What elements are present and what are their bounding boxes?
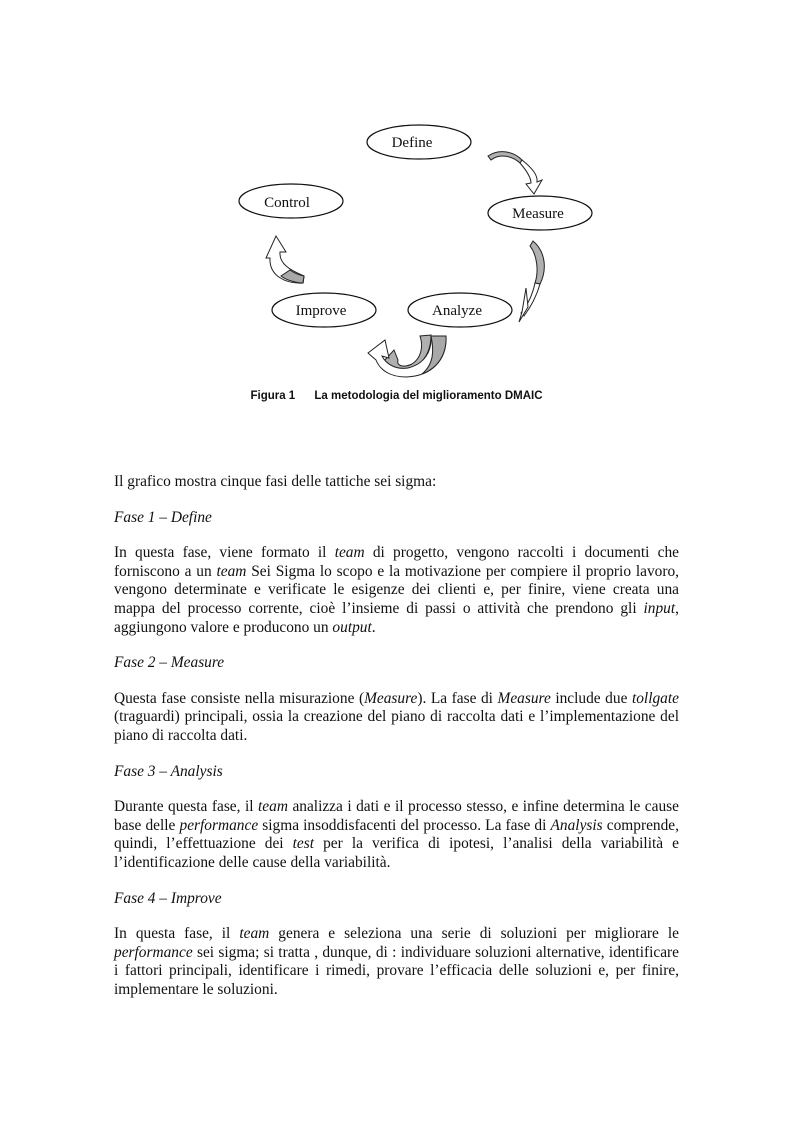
node-improve (272, 293, 376, 327)
node-improve-label: Improve (295, 303, 347, 319)
phase-4-paragraph: In questa fase, il team genera e seleziona una serie di soluzioni per migliorare le performance sei sigma; si tratta , dunque, di : individuare soluzioni alternative, identificare i fattori principali, identificare i rimedi, provare l’efficacia delle soluzioni e, per finire, implementare le soluzioni. (114, 925, 679, 998)
arrow-define-to-measure (488, 152, 542, 194)
arrow-analyze-to-improve (368, 335, 446, 378)
caption-title: La metodologia del miglioramento DMAIC (314, 390, 543, 402)
caption-number: Figura 1 (250, 390, 296, 402)
node-control (239, 184, 343, 218)
node-measure-label: Measure (512, 206, 564, 222)
figure-caption (0, 390, 793, 402)
phase-1-heading: Fase 1 – Define (114, 508, 212, 526)
node-control-label: Control (264, 195, 310, 211)
phase-3-heading: Fase 3 – Analysis (114, 762, 223, 780)
dmaic-cycle-diagram (0, 0, 793, 390)
node-analyze (408, 293, 512, 327)
intro-paragraph: Il grafico mostra cinque fasi delle tattiche sei sigma: (114, 473, 437, 490)
node-measure (488, 196, 592, 230)
phase-2-paragraph: Questa fase consiste nella misurazione (Measure). La fase di Measure include due tollgate (traguardi) principali, ossia la creazione del piano di raccolta dati e l’implementazione del piano di raccolta dati. (114, 689, 679, 744)
phase-2-heading: Fase 2 – Measure (114, 654, 225, 672)
node-define (367, 125, 471, 159)
arrow-measure-to-analyze (519, 241, 544, 322)
node-define-label: Define (391, 135, 433, 151)
phase-4-heading: Fase 4 – Improve (114, 889, 222, 907)
node-analyze-label: Analyze (432, 303, 482, 319)
body-text (114, 473, 679, 1016)
phase-3-paragraph: Durante questa fase, il team analizza i dati e il processo stesso, e infine determina le cause base delle performance sigma insoddisfacenti del processo. La fase di Analysis comprende, quindi, l’effettuazione dei test per la verifica di ipotesi, l’analisi della variabilità e l’identificazione delle cause della variabilità. (114, 798, 679, 871)
phase-1-paragraph: In questa fase, viene formato il team di progetto, vengono raccolti i documenti che forniscono a un team Sei Sigma lo scopo e la motivazione per compiere il proprio lavoro, vengono determinate e verificate le esigenze dei clienti e, per finire, viene creata una mappa del processo corrente, cioè l’insieme di passi o attività che prendono gli input, aggiungono valore e producono un output. (114, 544, 680, 636)
arrow-improve-to-control (266, 236, 304, 283)
